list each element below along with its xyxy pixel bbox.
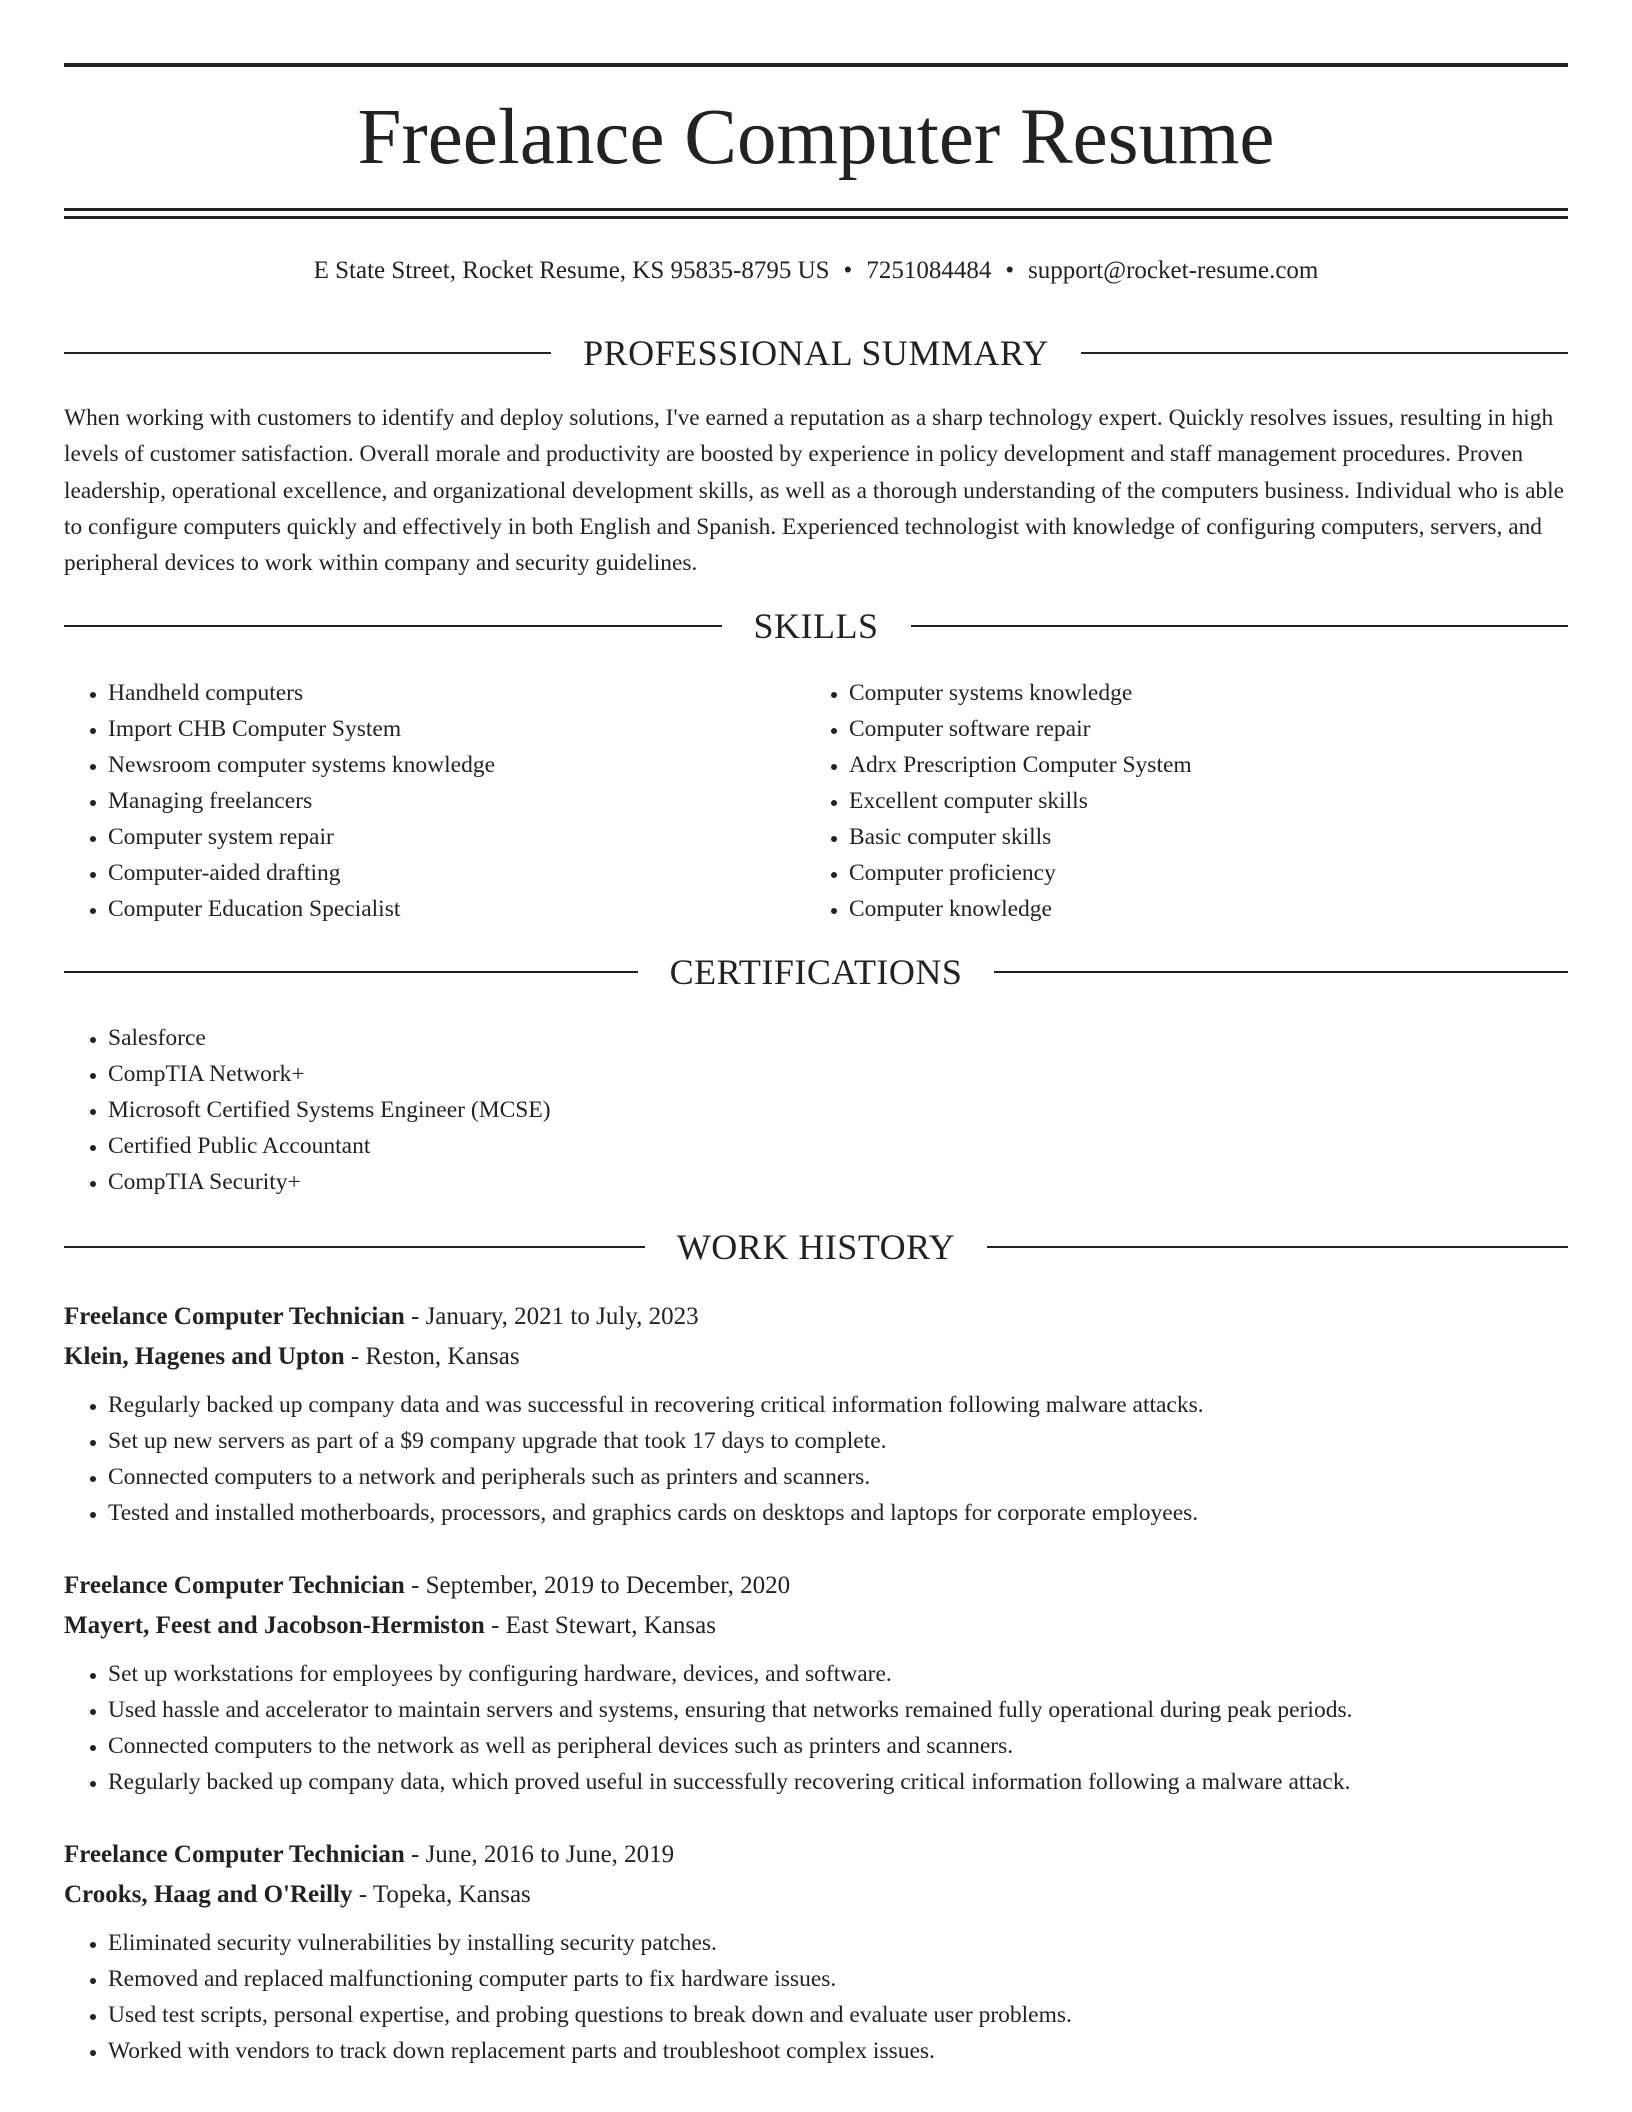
job-bullet: • Connected computers to a network and peripherals such as printers and scanners.: [108, 1459, 1568, 1495]
section-title: SKILLS: [753, 606, 879, 646]
job-bullet: • Removed and replaced malfunctioning computer parts to fix hardware issues.: [108, 1961, 1568, 1997]
skill-item: • Adrx Prescription Computer System: [849, 747, 1505, 783]
skill-item: • Computer software repair: [849, 711, 1505, 747]
certification-item: • Certified Public Accountant: [108, 1128, 964, 1164]
job-title: Freelance Computer Technician: [64, 1841, 405, 1868]
section-title: WORK HISTORY: [676, 1227, 956, 1267]
job-location: Reston, Kansas: [365, 1343, 520, 1370]
section-rule-right: [994, 971, 1568, 973]
header-top-rule: [64, 63, 1568, 67]
job-bullet: • Tested and installed motherboards, processors, and graphics cards on desktops and laptops for corporate employees.: [108, 1495, 1568, 1531]
contact-address: E State Street, Rocket Resume, KS 95835-8795 US: [313, 257, 830, 284]
job-company: Crooks, Haag and O'Reilly: [64, 1881, 353, 1908]
skills-column-left: [64, 675, 764, 927]
skill-item: • Handheld computers: [108, 675, 764, 711]
section-rule-left: [64, 1246, 645, 1248]
job-bullet: • Eliminated security vulnerabilities by installing security patches.: [108, 1925, 1568, 1961]
contact-phone: 7251084484: [866, 257, 992, 284]
section-heading-summary: [64, 331, 1568, 375]
job-title: Freelance Computer Technician: [64, 1303, 405, 1330]
job-dates: June, 2016 to June, 2019: [425, 1841, 675, 1868]
section-rule-right: [911, 625, 1569, 627]
certification-item: • Salesforce: [108, 1020, 964, 1056]
skill-item: • Import CHB Computer System: [108, 711, 764, 747]
job-title: Freelance Computer Technician: [64, 1572, 405, 1599]
contact-separator: •: [1005, 257, 1015, 284]
job-company-line: Klein, Hagenes and Upton - Reston, Kansas: [64, 1343, 520, 1370]
job-company-line: Crooks, Haag and O'Reilly - Topeka, Kansas: [64, 1881, 531, 1908]
skills-list: [64, 675, 764, 927]
job-dates: September, 2019 to December, 2020: [425, 1572, 791, 1599]
job-entry: [64, 1297, 1568, 1531]
section-rule-right: [1081, 352, 1568, 354]
skill-item: • Computer proficiency: [849, 855, 1505, 891]
skills-list: [805, 675, 1505, 927]
job-bullet: • Regularly backed up company data, which proved useful in successfully recovering critical information following a malware attack.: [108, 1764, 1568, 1800]
skill-item: • Newsroom computer systems knowledge: [108, 747, 764, 783]
job-bullet: • Set up workstations for employees by configuring hardware, devices, and software.: [108, 1656, 1568, 1692]
section-rule-left: [64, 971, 638, 973]
job-location: East Stewart, Kansas: [505, 1612, 716, 1639]
job-company: Mayert, Feest and Jacobson-Hermiston: [64, 1612, 485, 1639]
job-bullet: • Set up new servers as part of a $9 company upgrade that took 17 days to complete.: [108, 1423, 1568, 1459]
job-bullets: [64, 1925, 1568, 2069]
certification-item: • CompTIA Security+: [108, 1164, 964, 1200]
job-company-line: Mayert, Feest and Jacobson-Hermiston - East Stewart, Kansas: [64, 1612, 716, 1639]
certifications-block: [64, 1020, 964, 1200]
job-bullet: • Connected computers to the network as well as peripheral devices such as printers and scanners.: [108, 1728, 1568, 1764]
skill-item: • Computer knowledge: [849, 891, 1505, 927]
job-entry: [64, 1835, 1568, 2069]
section-rule-left: [64, 625, 722, 627]
job-title-line: Freelance Computer Technician - September, 2019 to December, 2020: [64, 1572, 791, 1599]
section-title: CERTIFICATIONS: [669, 952, 963, 992]
certification-item: • CompTIA Network+: [108, 1056, 964, 1092]
contact-separator: •: [843, 257, 853, 284]
section-heading-work-history: [64, 1225, 1568, 1269]
skills-column-right: [805, 675, 1505, 927]
skill-item: • Computer Education Specialist: [108, 891, 764, 927]
resume-title: Freelance Computer Resume: [357, 94, 1275, 181]
section-heading-skills: [64, 604, 1568, 648]
header-double-rule-upper: [64, 208, 1568, 211]
section-rule-left: [64, 352, 551, 354]
job-title-line: Freelance Computer Technician - June, 2016 to June, 2019: [64, 1841, 675, 1868]
summary-paragraph: When working with customers to identify and deploy solutions, I've earned a reputation as a sharp technology expert. Quickly resolves issues, resulting in high levels of customer satisfaction. Overall morale and productivity are boosted by experience in policy development and staff management procedures. Proven leadership, operational excellence, and organizational development skills, as well as a thorough understanding of the computers business. Individual who is able to configure computers quickly and effectively in both English and Spanish. Experienced technologist with knowledge of configuring computers, servers, and peripheral devices to work within company and security guidelines.: [64, 405, 1565, 577]
job-location: Topeka, Kansas: [372, 1881, 531, 1908]
skill-item: • Basic computer skills: [849, 819, 1505, 855]
section-heading-certifications: [64, 950, 1568, 994]
job-company: Klein, Hagenes and Upton: [64, 1343, 345, 1370]
contact-line: [64, 253, 1568, 289]
job-bullets: [64, 1387, 1568, 1531]
skill-item: • Computer systems knowledge: [849, 675, 1505, 711]
section-rule-right: [987, 1246, 1568, 1248]
job-bullet: • Regularly backed up company data and was successful in recovering critical information following malware attacks.: [108, 1387, 1568, 1423]
job-bullet: • Used hassle and accelerator to maintain servers and systems, ensuring that networks remained fully operational during peak periods.: [108, 1692, 1568, 1728]
skill-item: • Excellent computer skills: [849, 783, 1505, 819]
job-title-line: Freelance Computer Technician - January, 2021 to July, 2023: [64, 1303, 699, 1330]
contact-email: support@rocket-resume.com: [1028, 257, 1319, 284]
skill-item: • Managing freelancers: [108, 783, 764, 819]
skill-item: • Computer system repair: [108, 819, 764, 855]
certifications-list: [64, 1020, 964, 1200]
header-double-rule-lower: [64, 216, 1568, 219]
section-title: PROFESSIONAL SUMMARY: [583, 333, 1049, 373]
job-dates: January, 2021 to July, 2023: [425, 1303, 699, 1330]
skill-item: • Computer-aided drafting: [108, 855, 764, 891]
job-bullet: • Used test scripts, personal expertise, and probing questions to break down and evaluate user problems.: [108, 1997, 1568, 2033]
certification-item: • Microsoft Certified Systems Engineer (MCSE): [108, 1092, 964, 1128]
job-bullet: • Worked with vendors to track down replacement parts and troubleshoot complex issues.: [108, 2033, 1568, 2069]
job-entry: [64, 1566, 1568, 1800]
job-bullets: [64, 1656, 1568, 1800]
